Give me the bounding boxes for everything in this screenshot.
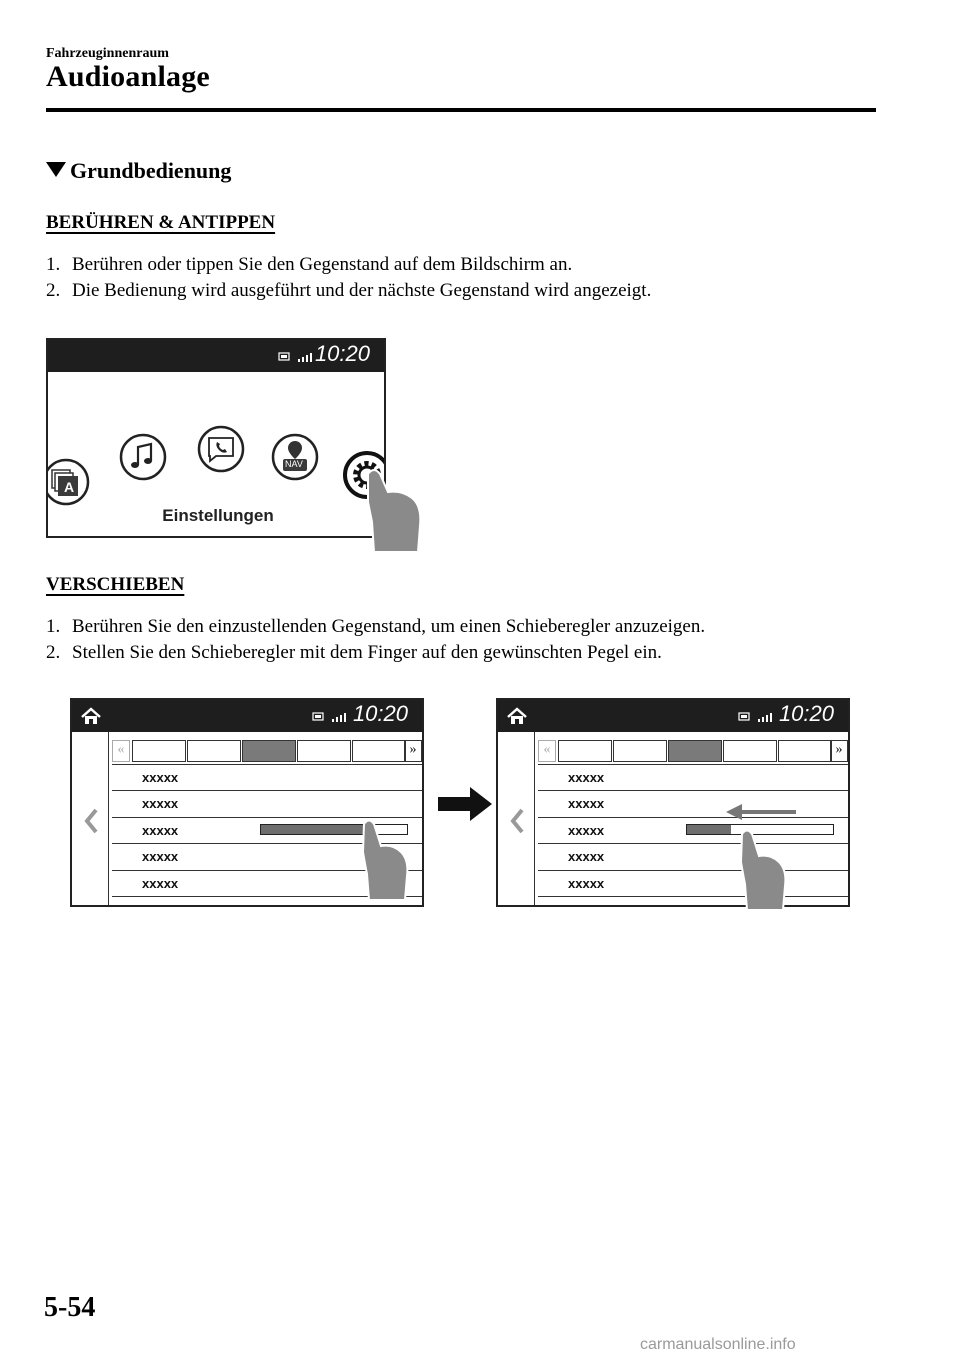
tab-3[interactable] xyxy=(668,740,722,762)
back-panel[interactable] xyxy=(498,732,535,907)
touch-step-2 xyxy=(46,280,651,302)
chapter-title: Fahrzeuginnenraum xyxy=(46,46,169,61)
tab-1[interactable] xyxy=(132,740,186,762)
list-item[interactable] xyxy=(538,843,850,870)
tab-2[interactable] xyxy=(187,740,241,762)
tab-strip xyxy=(112,740,422,762)
back-panel[interactable] xyxy=(72,732,109,907)
section-title: Audioanlage xyxy=(46,60,210,93)
clock: 10:20 xyxy=(352,701,408,726)
list-item[interactable] xyxy=(538,870,850,897)
page-number: 5-54 xyxy=(44,1292,96,1323)
applications-icon[interactable] xyxy=(46,458,90,511)
step-number: 2. xyxy=(46,280,61,301)
slider-fill xyxy=(261,825,371,834)
touch-step-1 xyxy=(46,254,572,276)
selected-label: Einstellungen xyxy=(162,506,274,525)
tab-2[interactable] xyxy=(613,740,667,762)
finger-icon xyxy=(738,828,790,919)
divider xyxy=(538,896,850,897)
list-item-label: xxxxx xyxy=(142,822,179,838)
home-icon[interactable] xyxy=(506,706,528,726)
tab-5[interactable] xyxy=(778,740,832,762)
drag-arrow-left-icon xyxy=(722,802,798,827)
tab-next-icon[interactable]: » xyxy=(404,740,422,762)
triangle-down-icon xyxy=(46,162,66,177)
tab-4[interactable] xyxy=(723,740,777,762)
list-item-label: xxxxx xyxy=(142,770,179,785)
tab-prev-icon[interactable]: « xyxy=(538,740,556,762)
step-text: Berühren Sie den einzustellenden Gegenstand, um einen Schieberegler anzuzeigen. xyxy=(72,616,706,637)
phone-icon[interactable] xyxy=(196,424,246,474)
status-bar xyxy=(48,340,384,372)
list-item[interactable] xyxy=(538,790,850,817)
step-text: Berühren oder tippen Sie den Gegenstand auf dem Bildschirm an. xyxy=(72,254,573,275)
list-item[interactable] xyxy=(112,790,424,817)
tab-5[interactable] xyxy=(352,740,406,762)
battery-signal-icon xyxy=(312,710,352,724)
finger-icon xyxy=(362,466,426,556)
clock: 10:20 xyxy=(314,341,370,366)
step-number: 2. xyxy=(46,642,61,663)
list-item[interactable] xyxy=(538,817,850,844)
chevron-left-icon xyxy=(510,808,524,834)
header-rule xyxy=(46,108,876,112)
list-item-label: xxxxx xyxy=(568,875,605,891)
home-icon[interactable] xyxy=(80,706,102,726)
app-badge: A xyxy=(64,479,75,495)
list-item[interactable] xyxy=(538,764,850,791)
basic-heading-text: Grundbedienung xyxy=(70,158,232,183)
finger-icon xyxy=(360,818,412,909)
battery-signal-icon xyxy=(738,710,778,724)
list-item-label: xxxxx xyxy=(568,849,605,865)
step-number: 1. xyxy=(46,254,61,275)
arrow-right-icon xyxy=(436,784,494,824)
home-screen xyxy=(46,338,386,538)
touch-title: BERÜHREN & ANTIPPEN xyxy=(46,212,276,233)
list-item-label: xxxxx xyxy=(568,822,605,838)
battery-signal-icon xyxy=(278,350,318,364)
step-text: Stellen Sie den Schieberegler mit dem Finger auf den gewünschten Pegel ein. xyxy=(72,642,662,663)
status-bar xyxy=(498,700,848,732)
nav-badge: NAV xyxy=(285,459,303,469)
slide-title: VERSCHIEBEN xyxy=(46,574,185,595)
chevron-left-icon xyxy=(84,808,98,834)
list-item-label: xxxxx xyxy=(142,849,179,865)
list-item-label: xxxxx xyxy=(568,770,605,785)
list-item-label: xxxxx xyxy=(142,796,179,812)
tab-next-icon[interactable]: » xyxy=(830,740,848,762)
step-number: 1. xyxy=(46,616,61,637)
slide-step-1 xyxy=(46,616,705,638)
list-item[interactable] xyxy=(112,764,424,791)
music-note-icon[interactable] xyxy=(118,432,168,482)
step-text: Die Bedienung wird ausgeführt und der nächste Gegenstand wird angezeigt. xyxy=(72,280,652,301)
watermark: carmanualsonline.info xyxy=(640,1336,796,1353)
list-item-label: xxxxx xyxy=(568,796,605,812)
tab-prev-icon[interactable]: « xyxy=(112,740,130,762)
list-item-label: xxxxx xyxy=(142,875,179,891)
tab-4[interactable] xyxy=(297,740,351,762)
slide-step-2 xyxy=(46,642,662,664)
clock: 10:20 xyxy=(778,701,834,726)
tab-1[interactable] xyxy=(558,740,612,762)
basic-heading xyxy=(46,158,231,184)
tab-3[interactable] xyxy=(242,740,296,762)
status-bar xyxy=(72,700,422,732)
tab-strip xyxy=(538,740,848,762)
navigation-icon[interactable] xyxy=(270,432,320,487)
